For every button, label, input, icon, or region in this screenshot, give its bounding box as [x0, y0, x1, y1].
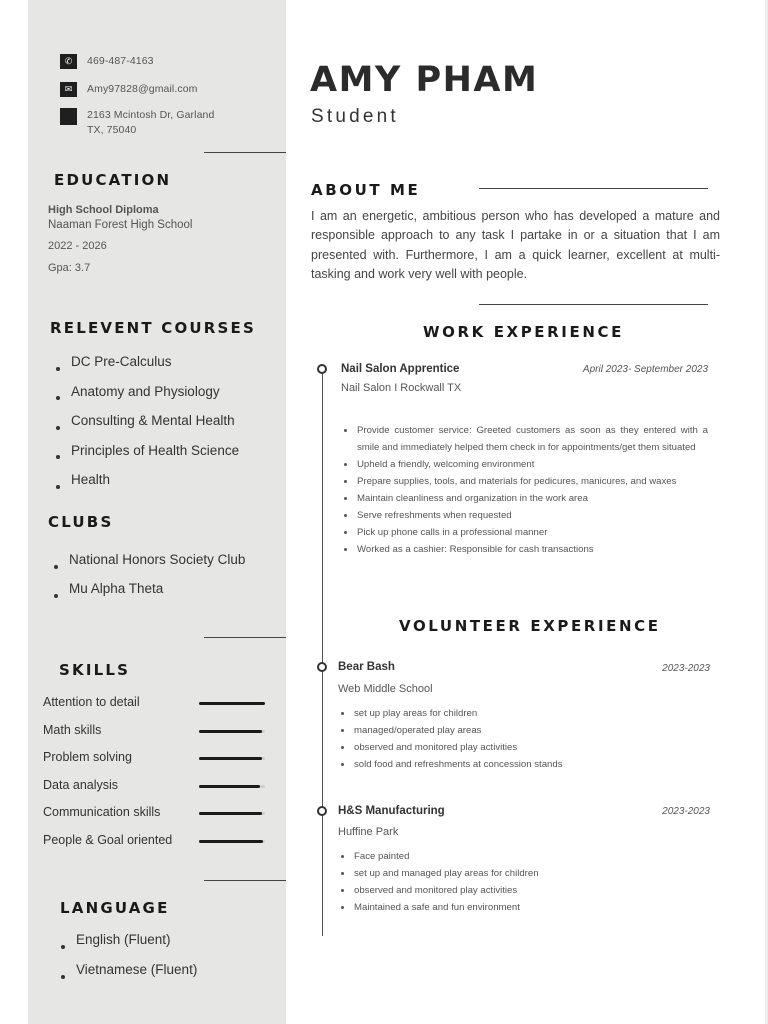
divider [479, 188, 708, 189]
language-item: Vietnamese (Fluent) [61, 962, 197, 992]
skill-bar [199, 812, 265, 815]
job-org: Web Middle School [338, 683, 433, 695]
job-bullet: sold food and refreshments at concession stands [339, 756, 709, 773]
timeline-dot [317, 364, 327, 374]
divider [479, 304, 708, 305]
education-heading: EDUCATION [54, 171, 172, 189]
course-item: DC Pre-Calculus [56, 354, 239, 384]
skill-name: Math skills [43, 722, 102, 737]
language-item: English (Fluent) [61, 932, 197, 962]
job-bullet: Pick up phone calls in a professional manner [342, 524, 708, 541]
course-item: Health [56, 472, 239, 502]
clubs-heading: CLUBS [48, 513, 114, 531]
timeline-dot [317, 662, 327, 672]
skill-row [43, 750, 266, 766]
job-bullet: set up play areas for children [339, 705, 709, 722]
skill-bar [199, 785, 265, 788]
about-heading: ABOUT ME [311, 181, 421, 199]
timeline-dot [317, 806, 327, 816]
job-bullet: Serve refreshments when requested [342, 507, 708, 524]
skill-row [43, 695, 266, 711]
job-bullet: set up and managed play areas for children [339, 865, 709, 882]
education-degree: High School Diploma [48, 204, 159, 216]
job-bullet: Face painted [339, 848, 709, 865]
skill-row [43, 805, 266, 821]
job-bullets [342, 422, 708, 558]
skill-row [43, 778, 266, 794]
club-item: National Honors Society Club [54, 552, 245, 581]
divider [204, 880, 286, 881]
job-bullets [339, 848, 709, 916]
job-date: April 2023- September 2023 [582, 364, 708, 375]
address-line-1: 2163 Mcintosh Dr, Garland [87, 109, 215, 121]
email-icon: ✉ [60, 82, 77, 97]
job-bullet: Maintained a safe and fun environment [339, 899, 709, 916]
course-item: Consulting & Mental Health [56, 413, 239, 443]
skill-level-fill [199, 702, 265, 705]
courses-list [56, 354, 239, 502]
job-org: Huffine Park [338, 826, 399, 838]
contact-phone: 469-487-4163 [87, 55, 154, 67]
course-item: Anatomy and Physiology [56, 384, 239, 414]
skill-name: Attention to detail [43, 695, 140, 709]
contact-phone-row [60, 54, 154, 69]
work-heading: WORK EXPERIENCE [423, 323, 624, 341]
skill-level-fill [199, 757, 262, 760]
skill-name: Data analysis [43, 777, 119, 792]
skill-level-fill [199, 785, 260, 788]
job-bullet: Worked as a cashier: Responsible for cash transactions [342, 541, 708, 558]
job-date: 2023-2023 [662, 663, 710, 674]
job-title: H&S Manufacturing [338, 805, 445, 817]
skill-name: People & Goal oriented [43, 832, 173, 847]
skill-row [43, 723, 266, 739]
skills-heading: SKILLS [59, 661, 131, 679]
candidate-title: Student [311, 106, 399, 127]
clubs-list [54, 552, 245, 610]
job-bullet: Provide customer service: Greeted customers as soon as they entered with a smile and immediately helped them check in for appointments/get them situated [342, 422, 708, 456]
skill-level-fill [199, 840, 263, 843]
courses-heading: RELEVENT COURSES [50, 319, 257, 337]
job-bullet: observed and monitored play activities [339, 882, 709, 899]
skill-bar [199, 702, 265, 705]
timeline-line [322, 370, 323, 936]
job-bullet: Upheld a friendly, welcoming environment [342, 456, 708, 473]
about-text: I am an energetic, ambitious person who has developed a mature and responsible approach to any task I partake in or a situation that I am presented with. Furthermore, I am a quick learner, excellent at multi-tasking and work very well with people. [311, 209, 720, 282]
job-title: Nail Salon Apprentice [341, 363, 460, 375]
divider [204, 637, 286, 638]
job-org: Nail Salon I Rockwall TX [341, 382, 462, 394]
skill-bar [199, 757, 265, 760]
volunteer-heading: VOLUNTEER EXPERIENCE [399, 617, 661, 635]
contact-address-row [60, 108, 214, 138]
job-bullet: Prepare supplies, tools, and materials for pedicures, manicures, and waxes [342, 473, 708, 490]
skill-row [43, 833, 266, 849]
address-line-2: TX, 75040 [87, 124, 137, 136]
education-school: Naaman Forest High School [48, 219, 193, 231]
sidebar [28, 0, 286, 1024]
club-item: Mu Alpha Theta [54, 581, 245, 610]
contact-address [87, 108, 214, 138]
job-bullets [339, 705, 709, 773]
contact-email: Amy97828@gmail.com [87, 83, 198, 95]
education-gpa: Gpa: 3.7 [48, 262, 91, 274]
language-heading: LANGUAGE [60, 899, 170, 917]
location-icon [60, 108, 77, 125]
job-bullet: Maintain cleanliness and organization in the work area [342, 490, 708, 507]
skill-name: Communication skills [43, 805, 161, 819]
phone-icon: ✆ [60, 54, 77, 69]
skill-level-fill [199, 730, 262, 733]
skill-level-fill [199, 812, 262, 815]
education-years: 2022 - 2026 [48, 240, 107, 252]
language-list [61, 932, 197, 992]
job-bullet: managed/operated play areas [339, 722, 709, 739]
job-title: Bear Bash [338, 661, 395, 673]
contact-email-row [60, 82, 198, 97]
candidate-name: AMY PHAM [310, 60, 539, 100]
skill-bar [199, 840, 265, 843]
skill-name: Problem solving [43, 750, 132, 764]
page-margin [0, 0, 28, 1024]
divider [204, 152, 286, 153]
job-date: 2023-2023 [662, 806, 710, 817]
course-item: Principles of Health Science [56, 443, 239, 473]
skill-bar [199, 730, 265, 733]
job-bullet: observed and monitored play activities [339, 739, 709, 756]
